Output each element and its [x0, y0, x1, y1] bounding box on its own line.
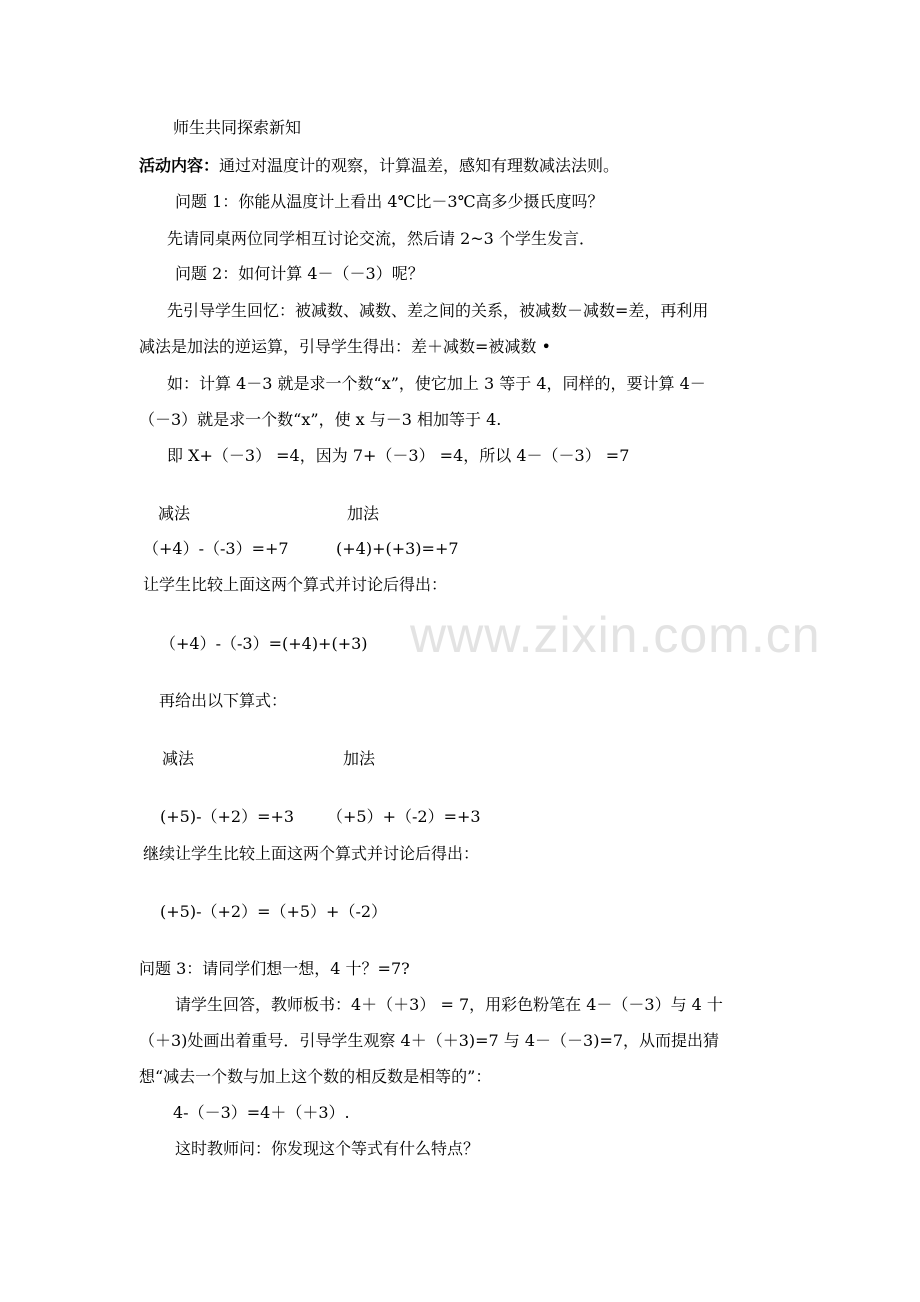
question-1: 问题 1：你能从温度计上看出 4℃比－3℃高多少摄氏度吗？ — [175, 192, 604, 211]
guide-line-2: 减法是加法的逆运算，引导学生得出：差＋减数=被减数 • — [139, 337, 551, 356]
compare-text-1: 让学生比较上面这两个算式并讨论后得出： — [143, 575, 448, 594]
identity-equation: 4-（－3）=4＋（＋3）. — [173, 1103, 350, 1122]
result-equation-2: (+5)-（+2）=（+5）+（-2） — [160, 902, 388, 921]
example-line-1: 如：计算 4－3 就是求一个数“x”，使它加上 3 等于 4，同样的，要计算 4－ — [167, 374, 706, 393]
discussion-text: 先请同桌两位同学相互讨论交流，然后请 2~3 个学生发言． — [167, 229, 595, 248]
guide-line-1: 先引导学生回忆：被减数、减数、差之间的关系，被减数－减数=差，再利用 — [167, 301, 709, 320]
more-formulas-text: 再给出以下算式： — [159, 691, 288, 710]
watermark: www.zixin.com.cn — [410, 607, 821, 663]
addition-label-1: 加法 — [347, 504, 380, 523]
compare-text-2: 继续让学生比较上面这两个算式并讨论后得出： — [143, 844, 480, 863]
question-3: 问题 3：请同学们想一想，4 十？=7? — [139, 959, 410, 978]
addition-expr-1: (+4)+(+3)=+7 — [336, 539, 459, 558]
section-title: 师生共同探索新知 — [173, 118, 302, 137]
question-2: 问题 2：如何计算 4－（－3）呢？ — [175, 264, 424, 283]
activity-label: 活动内容： — [139, 156, 220, 175]
subtraction-label-2: 减法 — [162, 749, 195, 768]
addition-label-2: 加法 — [343, 749, 376, 768]
equation-line: 即 X+（－3） =4，因为 7+（－3） =4，所以 4－（－3） =7 — [167, 446, 630, 465]
answer-line-2: （＋3)处画出着重号．引导学生观察 4＋（＋3)=7 与 4－（－3)=7，从而提出猜 — [139, 1031, 720, 1050]
addition-expr-2: （+5）+（-2）=+3 — [327, 807, 481, 826]
teacher-question: 这时教师问：你发现这个等式有什么特点？ — [175, 1139, 480, 1158]
answer-line-1: 请学生回答，教师板书：4＋（＋3） = 7，用彩色粉笔在 4－（－3）与 4 十 — [175, 995, 723, 1014]
example-line-2: （－3）就是求一个数“x”，使 x 与－3 相加等于 4. — [139, 410, 502, 429]
subtraction-label-1: 减法 — [158, 504, 191, 523]
subtraction-expr-1: （+4）-（-3）=+7 — [143, 539, 289, 558]
subtraction-expr-2: (+5)-（+2）=+3 — [160, 807, 295, 826]
result-equation-1: （+4）-（-3）=(+4)+(+3) — [160, 634, 368, 653]
activity-text: 通过对温度计的观察，计算温差，感知有理数减法法则。 — [219, 156, 620, 175]
activity-line — [139, 155, 619, 177]
answer-line-3: 想“减去一个数与加上这个数的相反数是相等的”： — [139, 1067, 492, 1086]
